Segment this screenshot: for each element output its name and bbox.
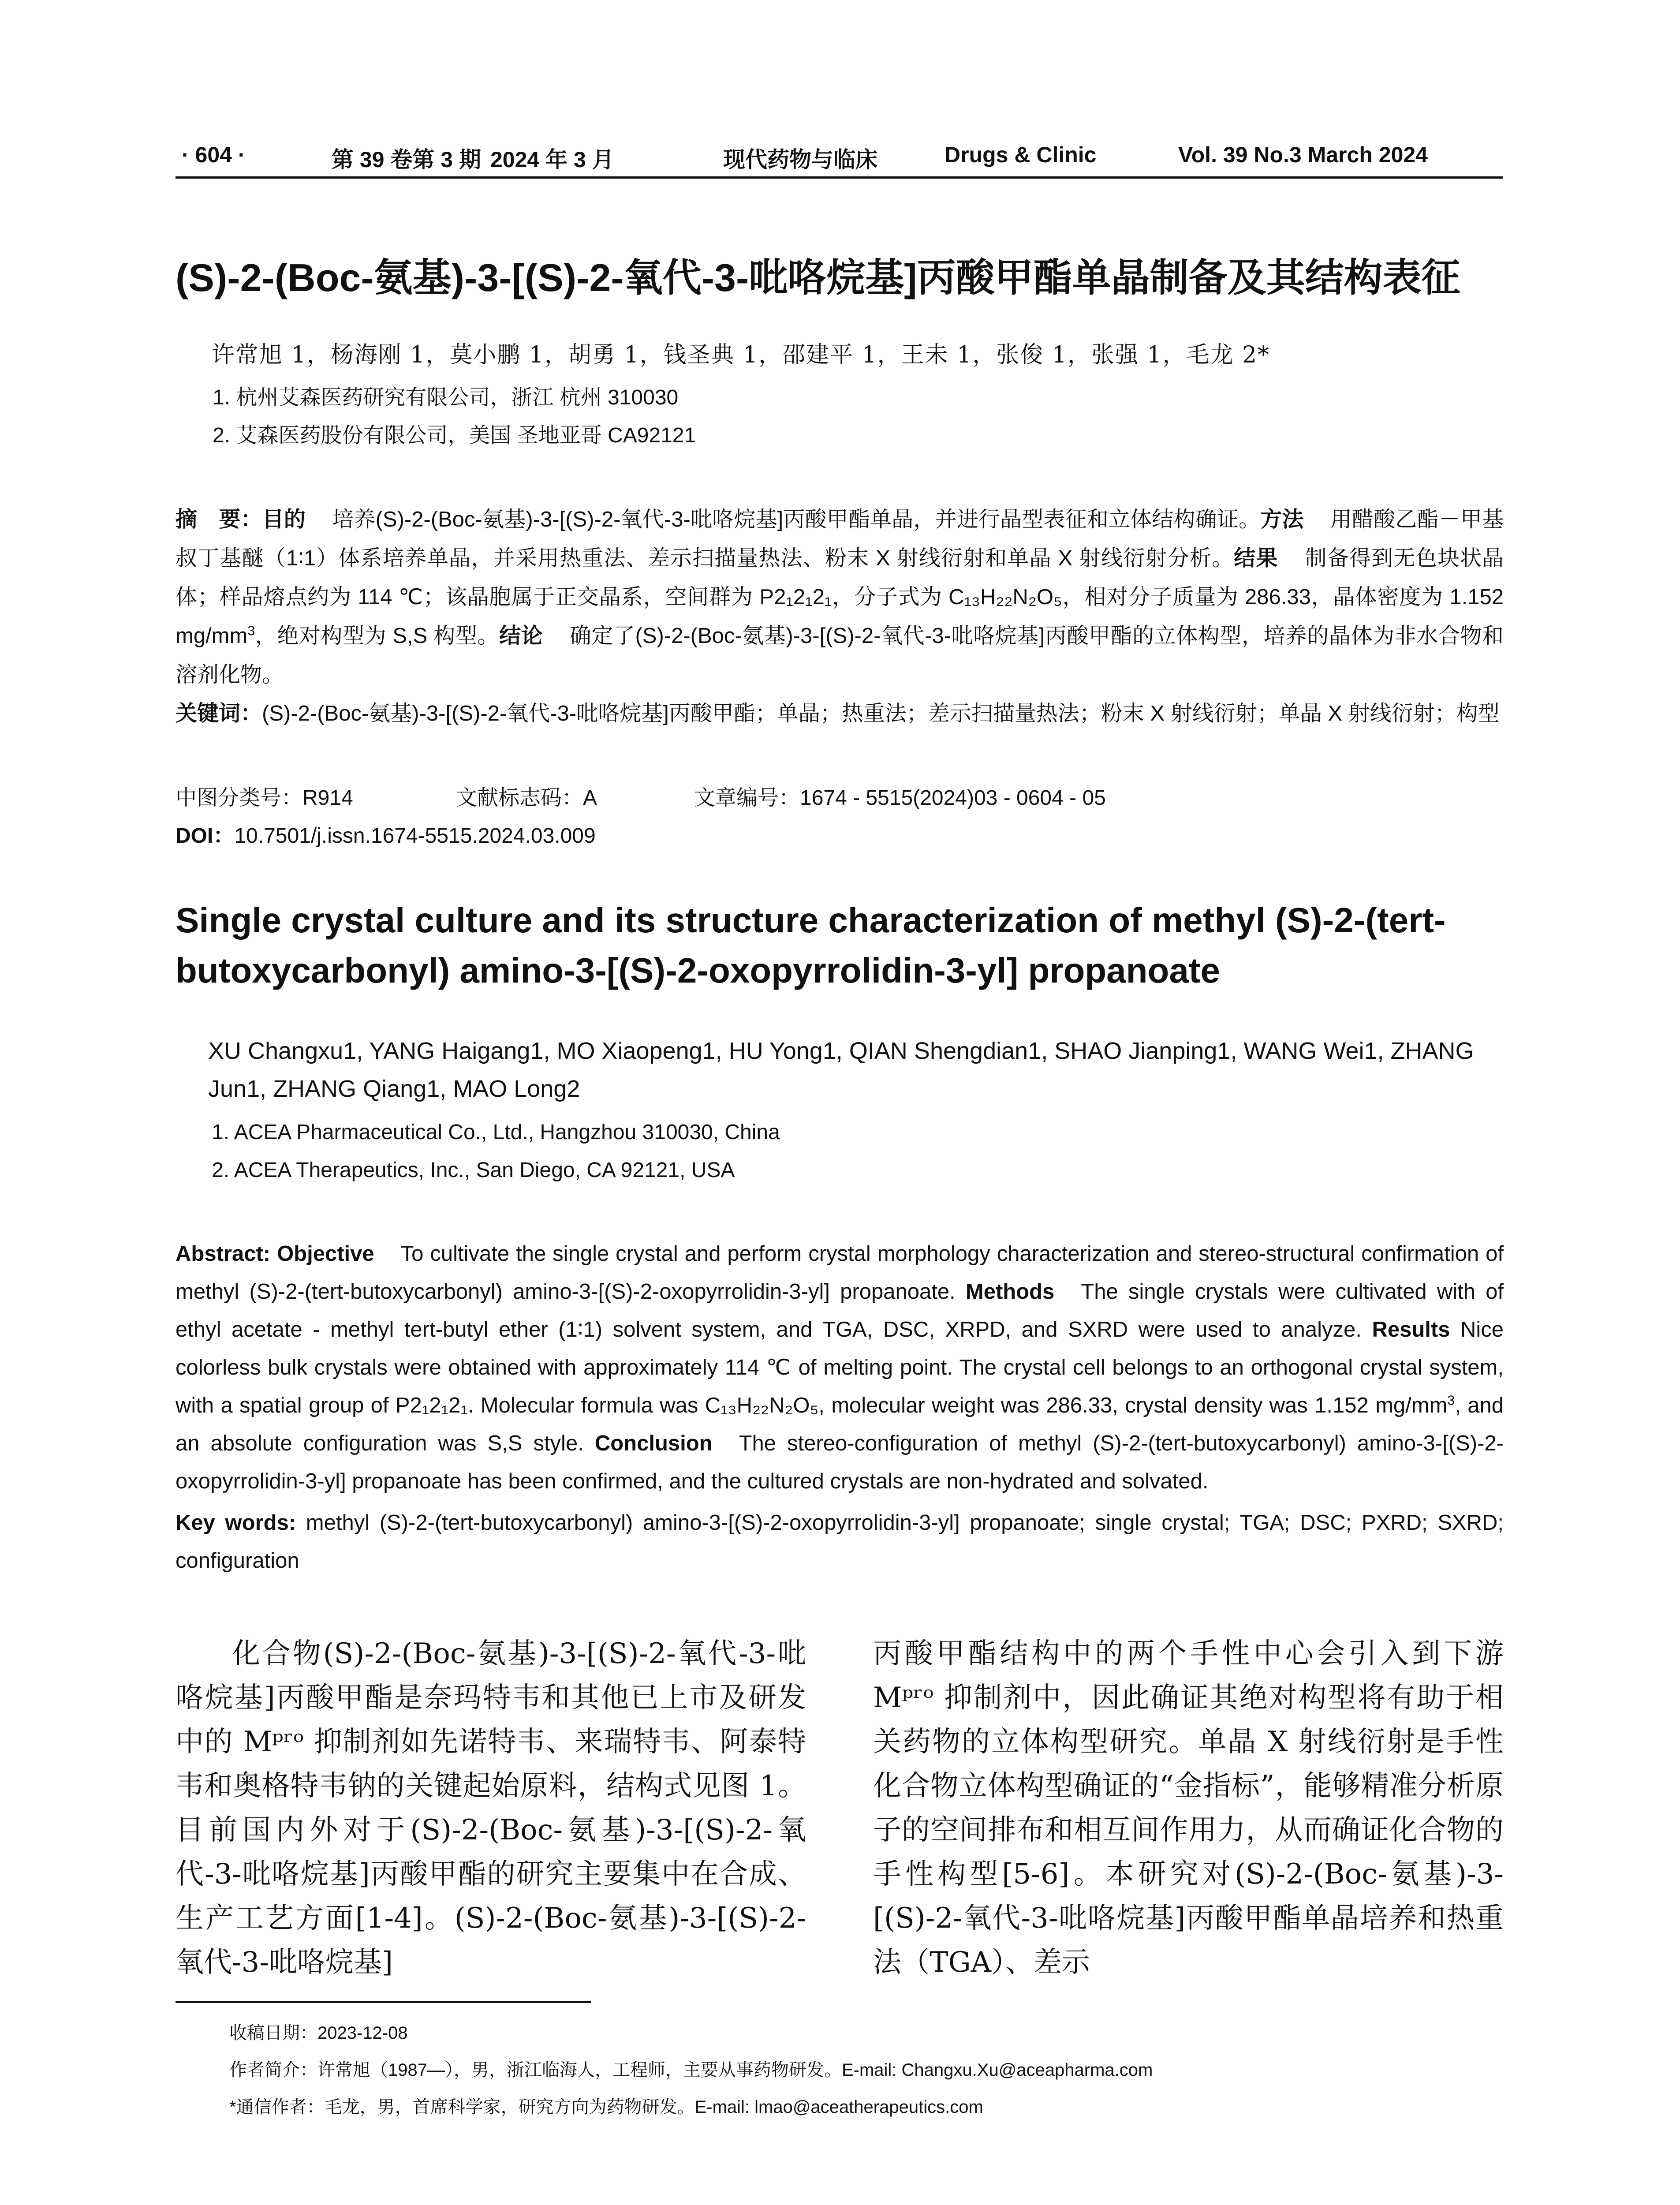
affiliation-en-2: 2. ACEA Therapeutics, Inc., San Diego, CA 92121, USA [212,1159,735,1182]
footnote-author-bio: 作者简介：许常旭（1987—），男，浙江临海人，工程师，主要从事药物研发。E-mail: Changxu.Xu@aceapharma.com [229,2060,1153,2080]
affiliation-en-1: 1. ACEA Pharmaceutical Co., Ltd., Hangzhou 310030, China [212,1121,780,1144]
results-text-en-2: , and an absolute configuration was S,S style. [175,1394,1504,1455]
article-number: 文章编号：1674 - 5515(2024)03 - 0604 - 05 [694,786,1106,810]
document-code: 文献标志码：A [456,786,597,810]
journal-name-en: Drugs & Clinic [945,142,1097,167]
paper-title-cn: (S)-2-(Boc-氨基)-3-[(S)-2-氧代-3-吡咯烷基]丙酸甲酯单晶制备及其结构表征 [175,256,1460,299]
objective-label-cn: 目的 [262,508,306,531]
date-cn: 2024 年 3 月 [490,147,614,172]
results-label-en: Results [1372,1318,1450,1342]
conclusion-label-cn: 结论 [499,624,543,648]
body-column-right: 丙酸甲酯结构中的两个手性中心会引入到下游 Mᵖʳᵒ 抑制剂中，因此确证其绝对构型将有助于相关药物的立体构型研究。单晶 X 射线衍射是手性化合物立体构型确证的“金指标”，能够精准分析原子的空间排布和相互间作用力，从而确证化合物的手性构型[5-6]。本研究对(S)-2-(Boc-氨基)-3-[(S)-2-氧代-3-吡咯烷基]丙酸甲酯单晶培养和热重法（TGA）、差示 [873,1637,1504,1979]
results-sup-cn: 3 [247,623,255,639]
abstract-cn [175,500,1504,694]
objective-text-en: To cultivate the single crystal and perform crystal morphology characterization and stereo-structural confirmation of methyl (S)-2-(tert-butoxycarbonyl) amino-3-[(S)-2-oxopyrrolidin-3-yl] propanoate. [175,1242,1504,1304]
authors-en: XU Changxu1, YANG Haigang1, MO Xiaopeng1, HU Yong1, QIAN Shengdian1, SHAO Jianping1, WANG Wei1, ZHANG Jun1, ZHANG Qiang1, MAO Long2 [208,1038,1474,1102]
clc-number: 中图分类号：R914 [175,786,353,810]
abstract-en-label: Abstract: [175,1242,277,1266]
doi-value[interactable]: 10.7501/j.issn.1674-5515.2024.03.009 [234,824,596,848]
methods-text-en: The single crystals were cultivated with of ethyl acetate - methyl tert-butyl ether (1∶1) solvent system, and TGA, DSC, XRPD, and SXRD were used to analyze. [175,1280,1504,1342]
results-text-en: Nice colorless bulk crystals were obtained with approximately 114 ℃ of melting point. The crystal cell belongs to an orthogonal crystal system, with a spatial group of P2₁2₁2₁. Molecular formula was C₁₃H₂₂N₂O₅, molecular weight was 286.33, crystal density was 1.152 mg/mm [175,1318,1504,1417]
affiliation-cn-2: 2. 艾森医药股份有限公司，美国 圣地亚哥 CA92121 [213,424,696,447]
results-text-cn-2: ，绝对构型为 S,S 构型。 [255,624,500,648]
volume-issue-cn: 第 39 卷第 3 期 [332,147,481,172]
conclusion-label-en: Conclusion [594,1431,713,1455]
footnote-rule [175,2001,591,2003]
keywords-en-text: methyl (S)-2-(tert-butoxycarbonyl) amino-3-[(S)-2-oxopyrrolidin-3-yl] propanoate; single crystal; TGA; DSC; PXRD; SXRD; configuration [175,1511,1504,1573]
header-rule [175,176,1503,179]
paper-title-en: Single crystal culture and its structure characterization of methyl (S)-2-(tert-butoxycarbonyl) amino-3-[(S)-2-oxopyrrolidin-3-yl] propanoate [175,901,1446,990]
objective-label-en: Objective [277,1242,374,1266]
results-sup-en: 3 [1447,1393,1455,1408]
authors-cn: 许常旭 1，杨海刚 1，莫小鹏 1，胡勇 1，钱圣典 1，邵建平 1，王未 1，张俊 1，张强 1，毛龙 2* [212,342,1270,368]
footnote-corresponding-author: *通信作者：毛龙，男，首席科学家，研究方向为药物研发。E-mail: lmao@aceatherapeutics.com [229,2097,983,2117]
keywords-en-label: Key words: [175,1511,306,1535]
doi [175,818,596,849]
objective-text-cn: 培养(S)-2-(Boc-氨基)-3-[(S)-2-氧代-3-吡咯烷基]丙酸甲酯单晶，并进行晶型表征和立体结构确证。 [332,508,1261,531]
keywords-cn-label: 关键词： [175,702,262,725]
results-label-cn: 结果 [1234,546,1278,570]
journal-name-cn: 现代药物与临床 [723,146,877,172]
keywords-cn-text: (S)-2-(Boc-氨基)-3-[(S)-2-氧代-3-吡咯烷基]丙酸甲酯；单晶；热重法；差示扫描量热法；粉末 X 射线衍射；单晶 X 射线衍射；构型 [262,702,1500,725]
affiliation-cn-1: 1. 杭州艾森医药研究有限公司，浙江 杭州 310030 [213,386,679,409]
doi-label: DOI： [175,824,235,848]
abstract-cn-label: 摘 要： [175,508,262,531]
conclusion-text-en: The stereo-configuration of methyl (S)-2-(tert-butoxycarbonyl) amino-3-[(S)-2-oxopyrrolidin-3-yl] propanoate has been confirmed, and the cultured crystals are non-hydrated and solvated. [175,1431,1504,1493]
methods-text-cn: 用醋酸乙酯－甲基叔丁基醚（1∶1）体系培养单晶，并采用热重法、差示扫描量热法、粉末 X 射线衍射和单晶 X 射线衍射分析。 [175,508,1504,570]
abstract-en [175,1235,1504,1500]
page-number: · 604 · [182,142,246,167]
keywords-en [175,1504,1504,1580]
volume-issue-en: Vol. 39 No.3 March 2024 [1178,142,1428,167]
methods-label-cn: 方法 [1260,508,1304,531]
results-text-cn: 制备得到无色块状晶体；样品熔点约为 114 ℃；该晶胞属于正交晶系，空间群为 P2₁2₁2₁，分子式为 C₁₃H₂₂N₂O₅，相对分子质量为 286.33，晶体密度为 1.152 mg/mm [175,546,1504,648]
keywords-cn [175,694,1504,733]
footnote-received-date: 收稿日期：2023-12-08 [229,2023,408,2043]
conclusion-text-cn: 确定了(S)-2-(Boc-氨基)-3-[(S)-2-氧代-3-吡咯烷基]丙酸甲酯的立体构型，培养的晶体为非水合物和溶剂化物。 [175,624,1504,687]
methods-label-en: Methods [965,1280,1055,1304]
body-column-left: 化合物(S)-2-(Boc-氨基)-3-[(S)-2-氧代-3-吡咯烷基]丙酸甲酯是奈玛特韦和其他已上市及研发中的 Mᵖʳᵒ 抑制剂如先诺特韦、来瑞特韦、阿泰特韦和奥格特韦钠的关键起始原料，结构式见图 1。目前国内外对于(S)-2-(Boc-氨基)-3-[(S)-2-氧代-3-吡咯烷基]丙酸甲酯的研究主要集中在合成、生产工艺方面[1-4]。(S)-2-(Boc-氨基)-3-[(S)-2-氧代-3-吡咯烷基] [175,1637,806,1979]
